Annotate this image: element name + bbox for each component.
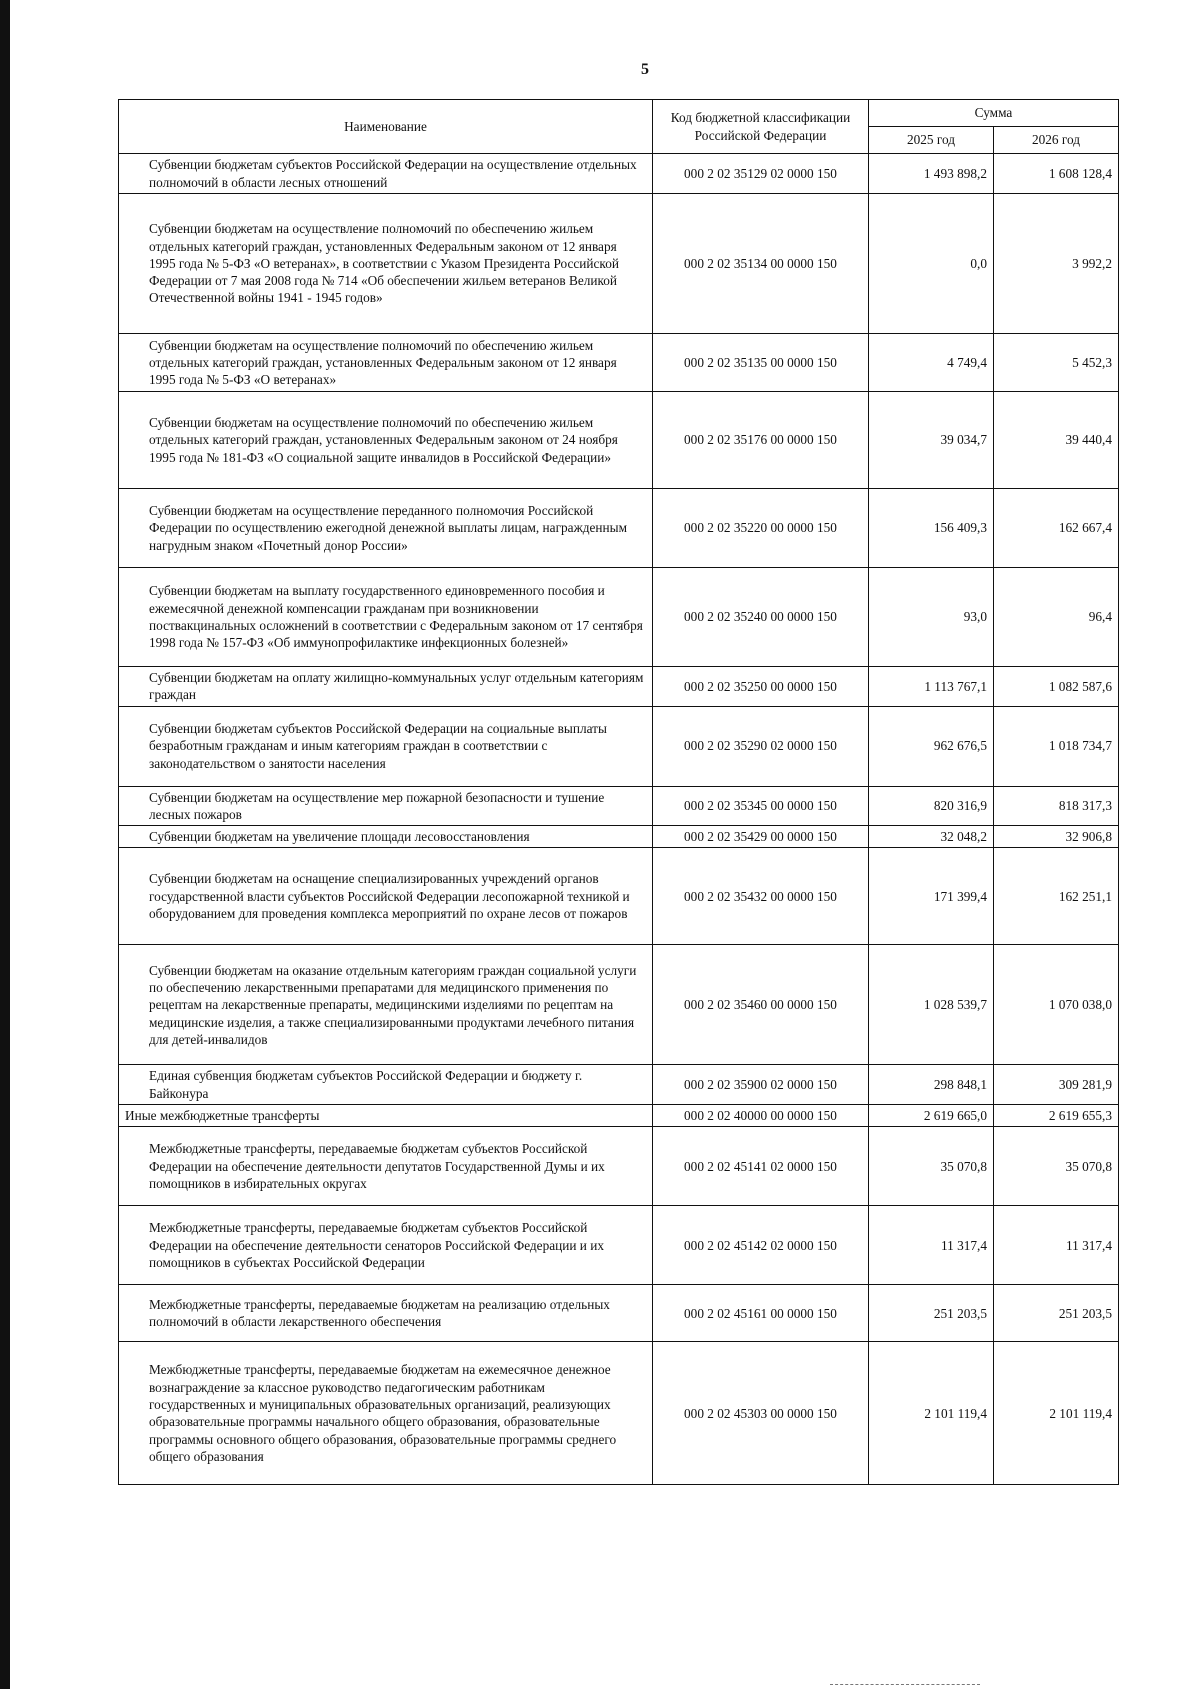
row-code: 000 2 02 45142 02 0000 150 (653, 1206, 869, 1285)
row-value-2026: 39 440,4 (994, 392, 1119, 489)
row-name: Субвенции бюджетам на оснащение специализированных учреждений органов государственной власти субъектов Российской Федерации лесопожарной техникой и оборудованием для проведения комплекса мероприятий по охране лесов от пожаров (119, 848, 653, 945)
row-value-2026: 1 608 128,4 (994, 154, 1119, 194)
row-value-2026: 818 317,3 (994, 786, 1119, 826)
row-value-2026: 162 251,1 (994, 848, 1119, 945)
row-code: 000 2 02 35460 00 0000 150 (653, 945, 869, 1065)
row-name: Субвенции бюджетам на осуществление мер пожарной безопасности и тушение лесных пожаров (119, 786, 653, 826)
row-name: Субвенции бюджетам на осуществление переданного полномочия Российской Федерации по осуществлению ежегодной денежной выплаты лицам, награжденным нагрудным знаком «Почетный донор России» (119, 489, 653, 568)
row-name: Межбюджетные трансферты, передаваемые бюджетам субъектов Российской Федерации на обеспечение деятельности депутатов Государственной Думы и их помощников в избирательных округах (119, 1127, 653, 1206)
row-value-2026: 32 906,8 (994, 826, 1119, 848)
row-value-2026: 3 992,2 (994, 194, 1119, 334)
row-code: 000 2 02 35345 00 0000 150 (653, 786, 869, 826)
row-code: 000 2 02 45161 00 0000 150 (653, 1285, 869, 1342)
row-name: Субвенции бюджетам на оказание отдельным категориям граждан социальной услуги по обеспечению лекарственными препаратами для медицинского применения по рецептам на лекарственные препараты, медицинскими изделиями по рецептам на медицинские изделия, а также специализированными продуктами лечебного питания для детей-инвалидов (119, 945, 653, 1065)
row-value-2025: 820 316,9 (869, 786, 994, 826)
header-name: Наименование (119, 100, 653, 154)
row-code: 000 2 02 35220 00 0000 150 (653, 489, 869, 568)
row-code: 000 2 02 35250 00 0000 150 (653, 667, 869, 707)
row-value-2026: 11 317,4 (994, 1206, 1119, 1285)
row-name: Межбюджетные трансферты, передаваемые бюджетам на реализацию отдельных полномочий в области лекарственного обеспечения (119, 1285, 653, 1342)
row-code: 000 2 02 35290 02 0000 150 (653, 706, 869, 786)
row-name: Субвенции бюджетам на осуществление полномочий по обеспечению жильем отдельных категорий граждан, установленных Федеральным законом от 12 января 1995 года № 5-ФЗ «О ветеранах», в соответствии с Указом Президента Российской Федерации от 7 мая 2008 года № 714 «Об обеспечении жильем ветеранов Великой Отечественной войны 1941 - 1945 годов» (119, 194, 653, 334)
row-code: 000 2 02 45303 00 0000 150 (653, 1342, 869, 1485)
row-code: 000 2 02 35432 00 0000 150 (653, 848, 869, 945)
budget-table (118, 99, 1119, 1485)
row-name: Субвенции бюджетам на осуществление полномочий по обеспечению жильем отдельных категорий граждан, установленных Федеральным законом от 12 января 1995 года № 5-ФЗ «О ветеранах» (119, 334, 653, 392)
table-row (119, 945, 1119, 1065)
row-code: 000 2 02 35240 00 0000 150 (653, 568, 869, 667)
row-value-2025: 251 203,5 (869, 1285, 994, 1342)
page-number: 5 (641, 61, 649, 78)
table-row (119, 1342, 1119, 1485)
row-code: 000 2 02 35135 00 0000 150 (653, 334, 869, 392)
row-value-2025: 298 848,1 (869, 1065, 994, 1105)
row-value-2026: 309 281,9 (994, 1065, 1119, 1105)
row-code: 000 2 02 35429 00 0000 150 (653, 826, 869, 848)
row-value-2025: 1 493 898,2 (869, 154, 994, 194)
row-value-2025: 0,0 (869, 194, 994, 334)
table-row (119, 1065, 1119, 1105)
header-year-2025: 2025 год (869, 127, 994, 154)
table-body (119, 154, 1119, 1485)
row-value-2025: 39 034,7 (869, 392, 994, 489)
table-row (119, 667, 1119, 707)
table-row (119, 1127, 1119, 1206)
row-code: 000 2 02 45141 02 0000 150 (653, 1127, 869, 1206)
row-value-2025: 2 101 119,4 (869, 1342, 994, 1485)
row-name: Субвенции бюджетам субъектов Российской Федерации на осуществление отдельных полномочий в области лесных отношений (119, 154, 653, 194)
row-value-2025: 156 409,3 (869, 489, 994, 568)
row-value-2026: 251 203,5 (994, 1285, 1119, 1342)
row-code: 000 2 02 35176 00 0000 150 (653, 392, 869, 489)
table-row (119, 334, 1119, 392)
row-name: Единая субвенция бюджетам субъектов Российской Федерации и бюджету г. Байконура (119, 1065, 653, 1105)
row-name: Субвенции бюджетам на увеличение площади лесовосстановления (119, 826, 653, 848)
row-value-2026: 2 619 655,3 (994, 1104, 1119, 1126)
row-code: 000 2 02 40000 00 0000 150 (653, 1104, 869, 1126)
row-value-2025: 1 113 767,1 (869, 667, 994, 707)
row-name: Межбюджетные трансферты, передаваемые бюджетам субъектов Российской Федерации на обеспечение деятельности сенаторов Российской Федерации и их помощников в субъектах Российской Федерации (119, 1206, 653, 1285)
row-value-2026: 2 101 119,4 (994, 1342, 1119, 1485)
row-value-2025: 11 317,4 (869, 1206, 994, 1285)
row-value-2025: 171 399,4 (869, 848, 994, 945)
row-value-2025: 4 749,4 (869, 334, 994, 392)
table-row (119, 392, 1119, 489)
row-name: Субвенции бюджетам на выплату государственного единовременного пособия и ежемесячной денежной компенсации гражданам при возникновении поствакцинальных осложнений в соответствии с Федеральным законом от 17 сентября 1998 года № 157-ФЗ «Об иммунопрофилактике инфекционных болезней» (119, 568, 653, 667)
scan-edge-strip (0, 0, 10, 1689)
row-value-2026: 1 082 587,6 (994, 667, 1119, 707)
row-name: Иные межбюджетные трансферты (119, 1104, 653, 1126)
row-code: 000 2 02 35900 02 0000 150 (653, 1065, 869, 1105)
table-row (119, 826, 1119, 848)
row-code: 000 2 02 35134 00 0000 150 (653, 194, 869, 334)
row-name: Межбюджетные трансферты, передаваемые бюджетам на ежемесячное денежное вознаграждение за классное руководство педагогическим работникам государственных и муниципальных образовательных организаций, реализующих образовательные программы начального общего образования, образовательные программы основного общего образования, образовательные программы среднего общего образования (119, 1342, 653, 1485)
row-value-2026: 1 070 038,0 (994, 945, 1119, 1065)
row-value-2025: 93,0 (869, 568, 994, 667)
row-value-2026: 5 452,3 (994, 334, 1119, 392)
row-name: Субвенции бюджетам на оплату жилищно-коммунальных услуг отдельным категориям граждан (119, 667, 653, 707)
row-value-2025: 2 619 665,0 (869, 1104, 994, 1126)
table-row (119, 194, 1119, 334)
table-row (119, 1206, 1119, 1285)
row-value-2026: 96,4 (994, 568, 1119, 667)
footer-mark (830, 1684, 980, 1685)
table-row (119, 848, 1119, 945)
row-value-2026: 1 018 734,7 (994, 706, 1119, 786)
row-value-2026: 162 667,4 (994, 489, 1119, 568)
row-code: 000 2 02 35129 02 0000 150 (653, 154, 869, 194)
table-row (119, 786, 1119, 826)
header-year-2026: 2026 год (994, 127, 1119, 154)
row-value-2025: 32 048,2 (869, 826, 994, 848)
table-row (119, 489, 1119, 568)
table-row (119, 1104, 1119, 1126)
row-value-2025: 35 070,8 (869, 1127, 994, 1206)
row-name: Субвенции бюджетам субъектов Российской Федерации на социальные выплаты безработным гражданам и иным категориям граждан в соответствии с законодательством о занятости населения (119, 706, 653, 786)
table-row (119, 1285, 1119, 1342)
table-row (119, 568, 1119, 667)
header-code: Код бюджетной классификации Российской Федерации (653, 100, 869, 154)
header-sum: Сумма (869, 100, 1119, 127)
table-row (119, 154, 1119, 194)
table-row (119, 706, 1119, 786)
row-value-2025: 1 028 539,7 (869, 945, 994, 1065)
row-value-2025: 962 676,5 (869, 706, 994, 786)
row-name: Субвенции бюджетам на осуществление полномочий по обеспечению жильем отдельных категорий граждан, установленных Федеральным законом от 24 ноября 1995 года № 181-ФЗ «О социальной защите инвалидов в Российской Федерации» (119, 392, 653, 489)
row-value-2026: 35 070,8 (994, 1127, 1119, 1206)
